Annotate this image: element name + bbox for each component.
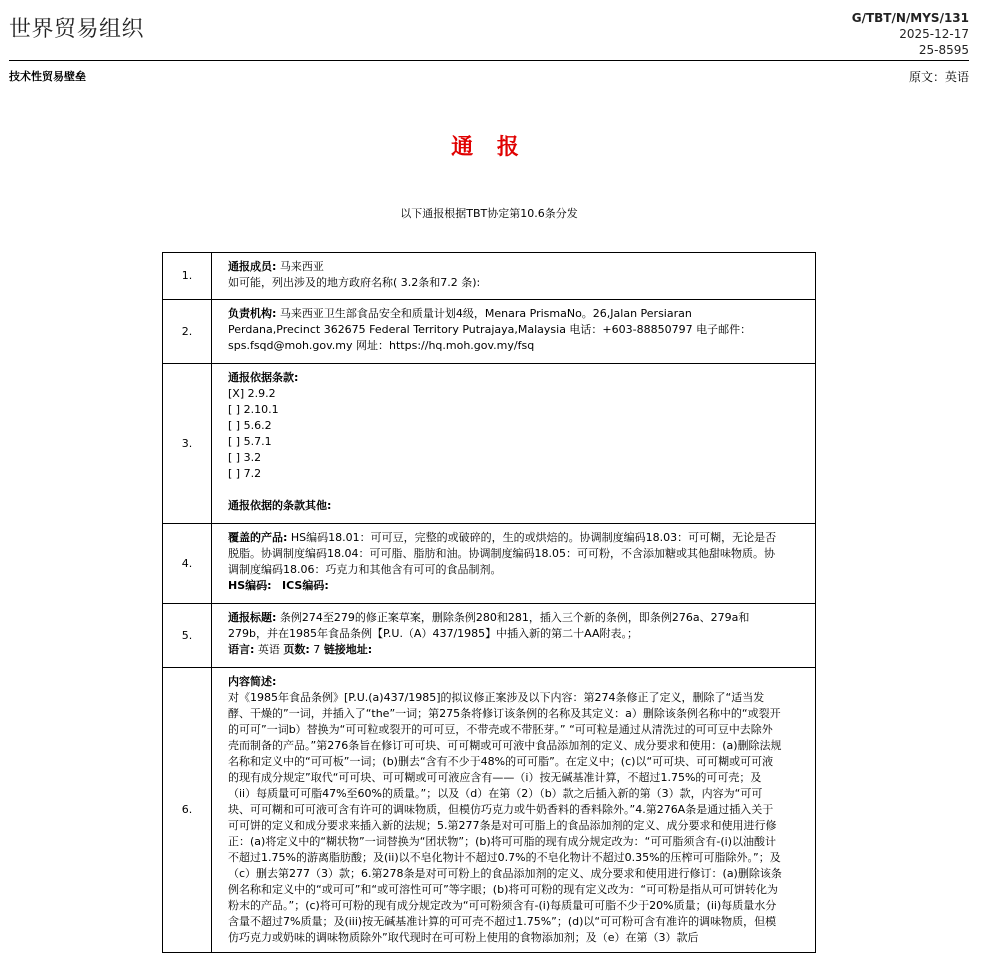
committee-subtitle: 技术性贸易壁垒	[9, 70, 86, 83]
article-checkbox-item: [ ] 5.6.2	[228, 419, 272, 432]
language-label: 语言:	[228, 643, 255, 656]
table-row	[163, 668, 816, 953]
notifying-member-value: 马来西亚	[276, 260, 324, 273]
agency-cell	[212, 300, 816, 364]
notification-title-label: 通报标题:	[228, 611, 277, 624]
notified-articles-cell	[212, 364, 816, 524]
description-label: 内容简述:	[228, 675, 277, 688]
products-covered-label: 覆盖的产品:	[228, 531, 288, 544]
notice-title: 通 报	[451, 135, 527, 160]
row-number: 4.	[163, 524, 212, 604]
agency-label: 负责机构:	[228, 307, 277, 320]
notified-articles-label: 通报依据条款:	[228, 371, 299, 384]
ics-code-label: ICS编码:	[282, 579, 329, 592]
org-title: 世界贸易组织	[9, 17, 145, 42]
article-checkbox-item: [X] 2.9.2	[228, 387, 276, 400]
table-row	[163, 364, 816, 524]
hs-code-label: HS编码:	[228, 579, 272, 592]
article-checkbox-item: [ ] 7.2	[228, 467, 262, 480]
row-number: 6.	[163, 668, 212, 953]
local-government-note: 如可能，列出涉及的地方政府名称( 3.2条和7.2 条):	[228, 276, 481, 289]
table-row	[163, 524, 816, 604]
products-covered-value: HS编码18.01：可可豆，完整的或破碎的，生的或烘焙的。协调制度编码18.03：可可糊，无论是否脱脂。协调制度编码18.04：可可脂、脂肪和油。协调制度编码18.05：可可粉，不含添加糖或其他甜味物质。协调制度编码18.06：巧克力和其他含有可可的食品制剂。	[228, 531, 777, 576]
description-text: 对《1985年食品条例》[P.U.(a)437/1985]的拟议修正案涉及以下内容：第274条修正了定义，删除了“适当发酵、干燥的”一词，并插入了“the”一词；第275条将修订该条例的名称及其定义：a）删除该条例名称中的“或裂开的可可”一词b）替换为“可可粒或裂开的可可豆，不带壳或不带胚芽。” “可可粒是通过从清洗过的可可豆中去除外壳而制备的产品。”第276条旨在修订可可块、可可糊或可可液中食品添加剂的定义、成分要求和使用：(a)删除法规名称和定义中的“可可板”一词；(b)删去“含有不少于48%的可可脂”。在定义中；(c)以“可可块、可可糊或可可液的现有成分规定”取代“可可块、可可糊或可可液应含有——（i）按无碱基准计算，不超过1.75%的可可壳；及（ii）每质量可可脂47%至60%的质量。”；以及（d）在第（2）（b）款之后插入新的第（3）款，内容为“可可块、可可糊和可可液可含有许可的调味物质，但模仿巧克力或牛奶香料的香料除外。”4.第276A条是通过插入关于可可饼的定义和成分要求来插入新的法规；5.第277条是对可可脂上的食品添加剂的定义、成分要求和使用进行修正：(a)将定义中的“糊状物”一词替换为“团状物”；(b)将可可脂的现有成分规定改为：“可可脂须含有-(i)以油酸计不超过1.75%的游离脂肪酸；及(ii)以不皂化物计不超过0.7%的不皂化物计不超过0.35%的压榨可可脂除外。”；及（c）删去第277（3）款；6.第278条是对可可粉上的食品添加剂的定义、成分要求和使用进行修订：(a)删除该条例名称和定义中的“或可可”和“或可溶性可可”等字眼；(b)将可可粉的现有定义改为：“可可粉是指从可可饼转化为粉末的产品。”；(c)将可可粉的现有成分规定改为“可可粉须含有-(i)每质量可可脂不少于20%质量；(ii)每质量水分含量不超过7%质量；及(iii)按无碱基准计算的可可壳不超过1.75%”；(d)以“可可粉可含有准许的调味物质，但模仿巧克力或奶味的调味物质除外”取代现时在可可粉上使用的食物添加剂；及（e）在第（3）款后	[228, 691, 782, 944]
description-cell	[212, 668, 816, 953]
header-divider	[9, 60, 969, 61]
agency-value: 马来西亚卫生部食品安全和质量计划4级，Menara PrismaNo。26,Jalan Persiaran Perdana,Precinct 362675 Federal Territory Putrajaya,Malaysia 电话：+603-88850797 电子邮件：sps.fsqd@moh.gov.my 网址：https://hq.moh.gov.my/fsq	[228, 307, 752, 352]
pages-label: 页数:	[283, 643, 310, 656]
original-language: 原文：英语	[908, 70, 969, 84]
notification-title-value: 条例274至279的修正案草案，删除条例280和281，插入三个新的条例，即条例276a、279a和279b，并在1985年食品条例【P.U.（A）437/1985】中插入新的第二十AA附表。；	[228, 611, 750, 640]
table-row	[163, 300, 816, 364]
row-number: 3.	[163, 364, 212, 524]
article-checkbox-list	[228, 386, 783, 482]
distribution-statement: 以下通报根据TBT协定第10.6条分发	[400, 207, 578, 220]
notification-title-cell	[212, 604, 816, 668]
row-number: 5.	[163, 604, 212, 668]
table-row	[163, 253, 816, 300]
article-checkbox-item: [ ] 5.7.1	[228, 435, 272, 448]
products-covered-cell	[212, 524, 816, 604]
link-label: 链接地址:	[323, 643, 373, 656]
document-date: 2025-12-17	[899, 27, 969, 41]
pages-value: 7	[309, 643, 324, 656]
language-value: 英语	[254, 643, 284, 656]
other-articles-label: 通报依据的条款其他:	[228, 499, 332, 512]
table-row	[163, 604, 816, 668]
document-info	[852, 10, 969, 58]
article-checkbox-item: [ ] 2.10.1	[228, 403, 279, 416]
row-number: 2.	[163, 300, 212, 364]
notifying-member-label: 通报成员:	[228, 260, 277, 273]
row-number: 1.	[163, 253, 212, 300]
notification-table	[162, 252, 816, 953]
notifying-member-cell	[212, 253, 816, 300]
document-number: 25-8595	[918, 43, 969, 57]
article-checkbox-item: [ ] 3.2	[228, 451, 262, 464]
document-symbol: G/TBT/N/MYS/131	[851, 11, 969, 25]
